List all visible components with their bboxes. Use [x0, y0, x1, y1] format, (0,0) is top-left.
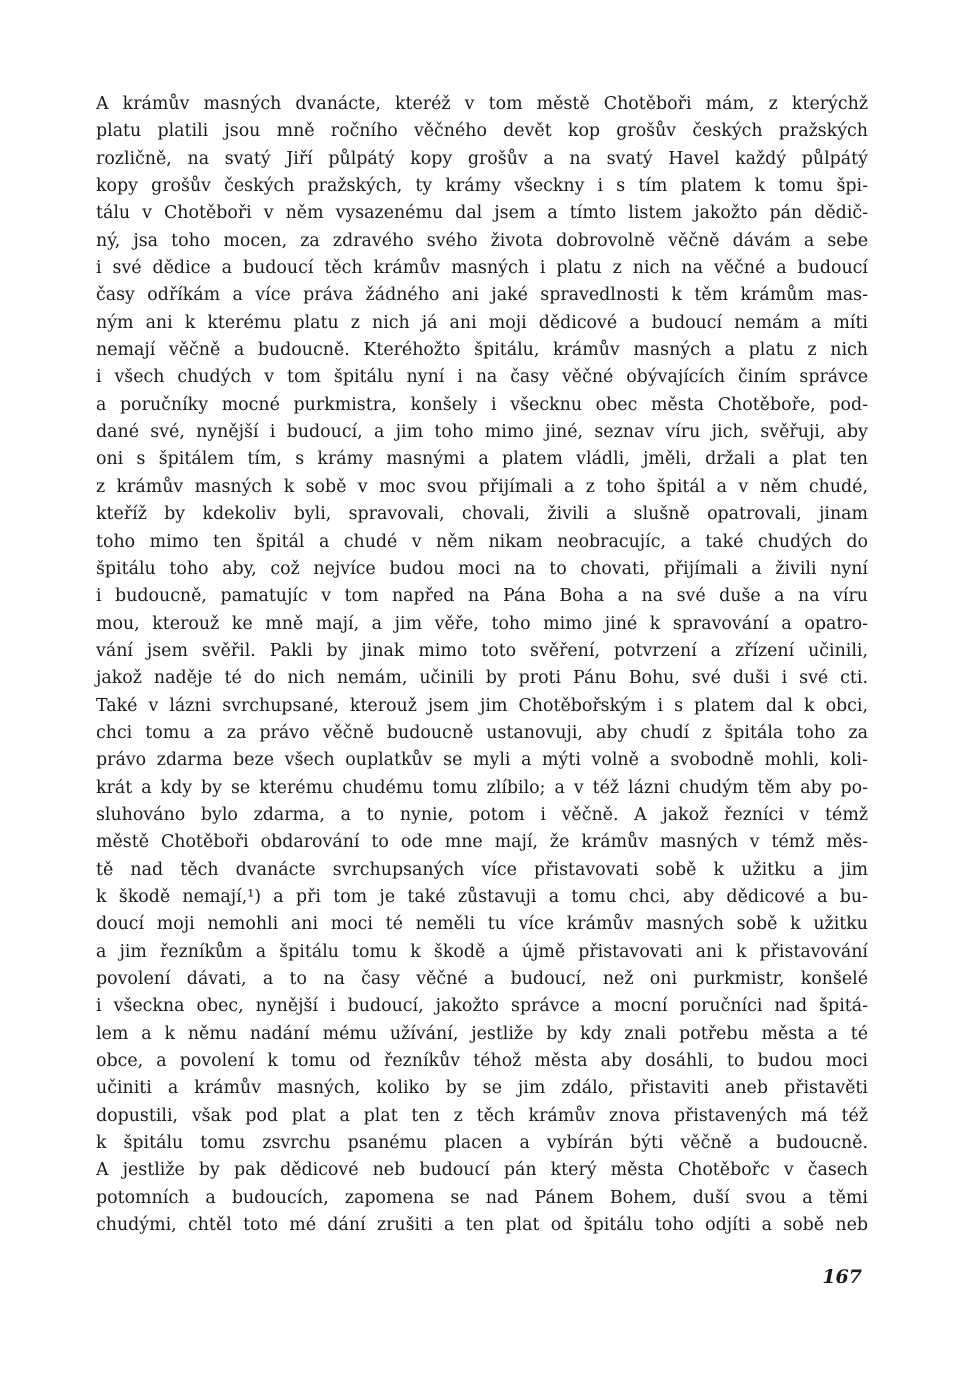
- page-number: 167: [822, 1266, 862, 1288]
- text-line: doucí moji nemohli ani moci té neměli tu více krámův masných sobě k užitku: [96, 914, 868, 935]
- text-line: toho mimo ten špitál a chudé v něm nikam neobracujíc, a také chudých do: [96, 531, 868, 552]
- text-line: dopustili, však pod plat a plat ten z těch krámův znova přistavených má též: [96, 1105, 868, 1126]
- text-line: potomních a budoucích, zapomena se nad Pánem Bohem, duší svou a těmi: [96, 1187, 868, 1208]
- text-line: a jim řezníkům a špitálu tomu k škodě a újmě přistavovati ani k přistavování: [96, 941, 868, 962]
- text-line: povolení dávati, a to na časy věčné a budoucí, než oni purkmistr, konšelé: [96, 969, 868, 989]
- text-line: tálu v Chotěboři v něm vysazenému dal jsem a tímto listem jakožto pán dědič-: [96, 203, 868, 224]
- text-line: ným ani k kterému platu z nich já ani moji dědicové a budoucí nemám a míti: [96, 312, 868, 333]
- text-line: nemají věčně a budoucně. Kteréhožto špitálu, krámův masných a platu z nich: [96, 340, 868, 361]
- text-line: chudými, chtěl toto mé dání zrušiti a ten plat od špitálu toho odjíti a sobě neb: [96, 1215, 868, 1236]
- text-line: sluhováno bylo zdarma, a to nynie, potom i věčně. A jakož řezníci v témž: [96, 804, 868, 825]
- text-line: i budoucně, pamatujíc v tom napřed na Pána Boha a na své duše a na víru: [96, 586, 868, 607]
- text-line: dané své, nynější i budoucí, a jim toho mimo jiné, seznav víru jich, svěřuji, aby: [96, 422, 868, 443]
- text-line: tě nad těch dvanácte svrchupsaných více přistavovati sobě k užitku a jim: [96, 859, 868, 880]
- text-line: i všeckna obec, nynější i budoucí, jakožto správce a mocní poručníci nad špitá-: [96, 996, 868, 1017]
- text-line: učiniti a krámův masných, koliko by se jim zdálo, přistaviti aneb přistavěti: [96, 1078, 868, 1099]
- text-line: platu platili jsou mně ročního věčného devět kop grošův českých pražských: [96, 121, 868, 142]
- text-line: z krámův masných k sobě v moc svou přijímali a z toho špitál a v něm chudé,: [96, 476, 868, 497]
- text-line: k škodě nemají,¹) a při tom je také zůstavuji a tomu chci, aby dědicové a bu-: [96, 886, 868, 907]
- text-line: časy odříkám a více práva žádného ani jaké spravedlnosti k těm krámům mas-: [96, 285, 868, 306]
- text-line: i své dědice a budoucí těch krámův masných i platu z nich na věčné a budoucí: [96, 258, 868, 279]
- text-line: oni s špitálem tím, s krámy masnými a platem vládli, jměli, držali a plat ten: [96, 449, 868, 470]
- text-line: kteříž by kdekoliv byli, spravovali, chovali, živili a slušně opatrovali, jinam: [96, 504, 868, 525]
- text-line: A jestliže by pak dědicové neb budoucí pán který města Chotěbořc v časech: [96, 1160, 868, 1181]
- text-line: obce, a povolení k tomu od řezníkův téhož města aby dosáhli, to budou moci: [96, 1051, 868, 1072]
- text-line: vání jsem svěřil. Pakli by jinak mimo toto svěření, potvrzení a zřízení učinili,: [96, 640, 868, 661]
- text-line: kopy grošův českých pražských, ty krámy všeckny i s tím platem k tomu špi-: [96, 176, 868, 197]
- text-line: rozličně, na svatý Jiří půlpátý kopy grošův a na svatý Havel každý půlpátý: [96, 148, 868, 169]
- text-line: A krámův masných dvanácte, kteréž v tom městě Chotěboři mám, z kterýchž: [96, 94, 868, 114]
- text-line: právo zdarma beze všech ouplatkův se myli a mýti volně a svobodně mohli, koli-: [96, 750, 868, 771]
- text-line: i všech chudých v tom špitálu nyní i na časy věčné obývajících činím správce: [96, 367, 868, 388]
- text-line: a poručníky mocné purkmistra, konšely i všecknu obec města Chotěboře, pod-: [96, 394, 868, 415]
- text-line: chci tomu a za právo věčně budoucně ustanovuji, aby chudí z špitála toho za: [96, 722, 868, 743]
- text-line: městě Chotěboři obdarování to ode mne mají, že krámův masných v témž měs-: [96, 832, 868, 853]
- text-line: jakož naděje té do nich nemám, učinili by proti Pánu Bohu, své duši i své cti.: [96, 668, 868, 689]
- text-line: Také v lázni svrchupsané, kterouž jsem jim Chotěbořským i s platem dal k obci,: [96, 695, 868, 716]
- text-line: krát a kdy by se kterému chudému tomu zlíbilo; a v též lázni chudým těm aby po-: [96, 777, 868, 798]
- text-line: špitálu toho aby, což nejvíce budou moci na to chovati, přijímali a živili nyní: [96, 558, 868, 579]
- text-line: k špitálu tomu zsvrchu psanému placen a vybírán býti věčně a budoucně.: [96, 1133, 868, 1154]
- body-text: [96, 91, 868, 1239]
- text-line: lem a k němu nadání mému užívání, jestliže by kdy znali potřebu města a té: [96, 1023, 868, 1044]
- text-line: mou, kterouž ke mně mají, a jim věře, toho mimo jiné k spravování a opatro-: [96, 613, 868, 634]
- text-line: ný, jsa toho mocen, za zdravého svého života dobrovolně věčně dávám a sebe: [96, 230, 868, 251]
